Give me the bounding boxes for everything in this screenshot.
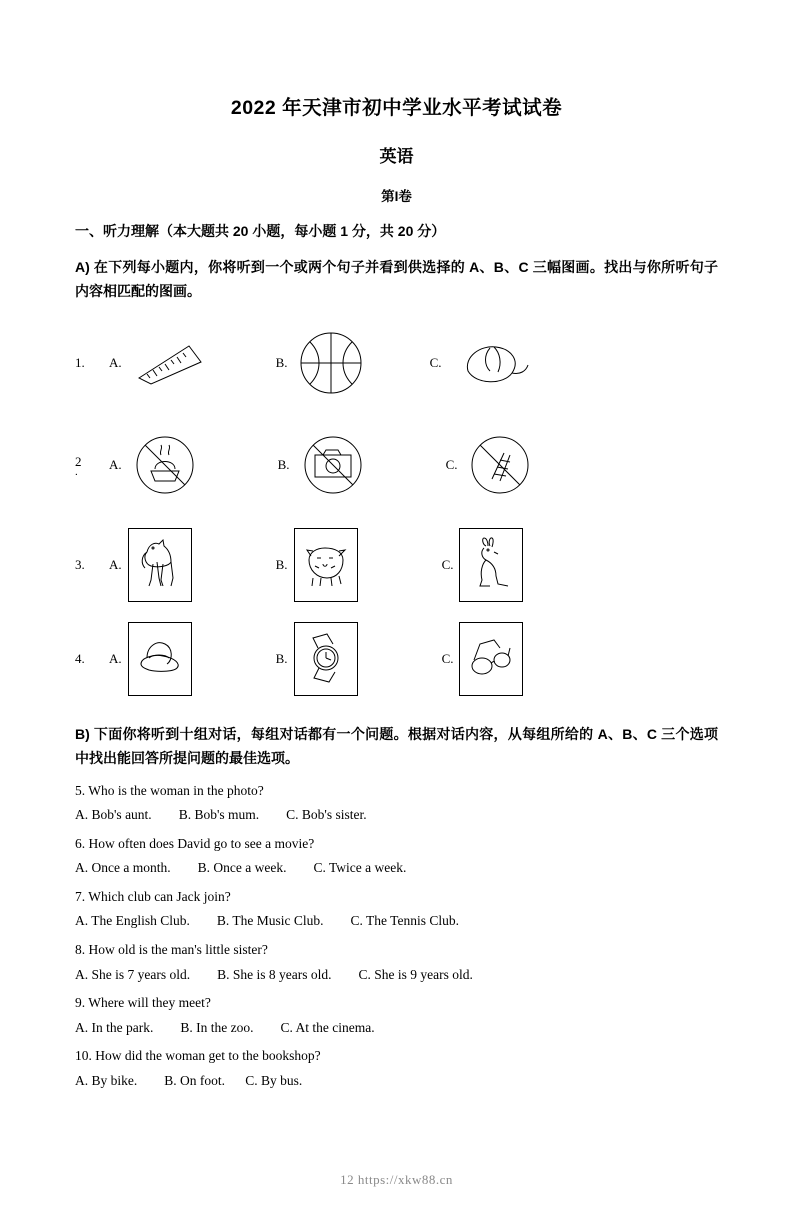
- dialogue-question-9: [75, 994, 718, 1036]
- gap: [225, 1073, 245, 1088]
- dialogue-question-7: [75, 888, 718, 930]
- glasses-icon: [459, 622, 523, 696]
- basketball-icon: [294, 326, 368, 400]
- option-letter: B.: [277, 456, 290, 472]
- option-a[interactable]: A. The English Club.: [75, 913, 190, 929]
- horse-icon: [128, 528, 192, 602]
- watch-icon: [294, 622, 358, 696]
- option-a[interactable]: A. Bob's aunt.: [75, 807, 152, 823]
- option-letter: C.: [445, 456, 458, 472]
- option-b[interactable]: [276, 326, 368, 400]
- option-c[interactable]: C. Twice a week.: [313, 860, 407, 876]
- option-c[interactable]: C. By bus.: [245, 1072, 303, 1088]
- question-text: 9. Where will they meet?: [75, 995, 211, 1011]
- tiger-icon: [294, 528, 358, 602]
- gap: [190, 967, 217, 982]
- gap: [137, 1073, 164, 1088]
- computer-mouse-icon: [447, 334, 533, 392]
- option-c[interactable]: C. Bob's sister.: [286, 807, 367, 823]
- option-list[interactable]: [75, 966, 718, 984]
- option-b[interactable]: [276, 528, 358, 602]
- page-title: 2022 年天津市初中学业水平考试试卷: [230, 97, 563, 119]
- option-a[interactable]: [109, 428, 202, 502]
- part-b-instruction: B) 下面你将听到十组对话，每组对话都有一个问题。根据对话内容，从每组所给的 A、B、C 三个选项中找出能回答所提问题的最佳选项。: [75, 725, 718, 767]
- picture-question-3: [75, 528, 718, 602]
- option-a[interactable]: A. By bike.: [75, 1072, 138, 1088]
- section-heading-listening: 一、听力理解（本大题共 20 小题，每小题 1 分，共 20 分）: [75, 223, 446, 239]
- question-text: 6. How often does David go to see a movie?: [75, 835, 315, 851]
- question-number: 1.: [75, 354, 85, 370]
- part-a-instruction: A) 在下列每小题内，你将听到一个或两个句子并看到供选择的 A、B、C 三幅图画。找出与你所听句子内容相匹配的图画。: [75, 258, 718, 300]
- no-camera-icon: [296, 428, 370, 502]
- gap: [153, 1020, 180, 1035]
- paper-number: 第I卷: [381, 189, 412, 204]
- option-b[interactable]: B. In the zoo.: [180, 1019, 254, 1035]
- exam-paper-page: [0, 92, 793, 1214]
- option-b[interactable]: [276, 622, 358, 696]
- option-letter: C.: [441, 556, 454, 572]
- option-list[interactable]: [75, 1072, 718, 1090]
- option-c[interactable]: [442, 622, 524, 696]
- dialogue-question-6: [75, 835, 718, 877]
- gap: [152, 807, 179, 822]
- no-food-icon: [128, 428, 202, 502]
- question-text: 10. How did the woman get to the bookshop?: [75, 1048, 321, 1064]
- question-number: 3.: [75, 556, 85, 572]
- option-b[interactable]: B. On foot.: [164, 1072, 225, 1088]
- page-footer: 12 https://xkw88.cn: [340, 1172, 453, 1187]
- subject-title: 英语: [379, 147, 414, 166]
- option-letter: A.: [109, 650, 122, 666]
- hat-icon: [128, 622, 192, 696]
- option-a[interactable]: [109, 528, 192, 602]
- option-c[interactable]: C. She is 9 years old.: [358, 966, 473, 982]
- gap: [324, 913, 351, 928]
- dialogue-question-5: [75, 782, 718, 824]
- option-letter: C.: [429, 354, 442, 370]
- option-list[interactable]: [75, 859, 718, 877]
- option-a[interactable]: A. Once a month.: [75, 860, 171, 876]
- gap: [286, 860, 313, 875]
- option-list[interactable]: [75, 806, 718, 824]
- gap: [171, 860, 198, 875]
- option-letter: B.: [275, 354, 288, 370]
- option-c[interactable]: [446, 428, 538, 502]
- option-b[interactable]: B. Bob's mum.: [178, 807, 260, 823]
- option-c[interactable]: C. The Tennis Club.: [350, 913, 459, 929]
- question-number: 2 .: [75, 454, 109, 476]
- gap: [259, 807, 286, 822]
- kangaroo-icon: [459, 528, 523, 602]
- option-letter: B.: [275, 556, 288, 572]
- option-letter: A.: [109, 556, 122, 572]
- option-letter: B.: [275, 650, 288, 666]
- option-c[interactable]: [430, 334, 534, 392]
- option-list[interactable]: [75, 912, 718, 930]
- dialogue-question-8: [75, 941, 718, 983]
- gap: [190, 913, 217, 928]
- dialogue-question-10: [75, 1047, 718, 1089]
- option-a[interactable]: A. She is 7 years old.: [75, 966, 191, 982]
- option-letter: A.: [109, 354, 122, 370]
- option-c[interactable]: C. At the cinema.: [280, 1019, 375, 1035]
- option-b[interactable]: B. She is 8 years old.: [217, 966, 332, 982]
- question-number: 4.: [75, 650, 85, 666]
- question-text: 7. Which club can Jack join?: [75, 888, 231, 904]
- picture-question-2: [75, 428, 718, 502]
- option-a[interactable]: [109, 622, 192, 696]
- option-c[interactable]: [442, 528, 524, 602]
- gap: [253, 1020, 280, 1035]
- option-letter: A.: [109, 456, 122, 472]
- option-b[interactable]: B. Once a week.: [197, 860, 287, 876]
- option-a[interactable]: [109, 334, 214, 392]
- ruler-icon: [128, 334, 214, 392]
- gap: [332, 967, 359, 982]
- option-b[interactable]: B. The Music Club.: [216, 913, 324, 929]
- no-climbing-icon: [463, 428, 537, 502]
- question-text: 5. Who is the woman in the photo?: [75, 782, 264, 798]
- option-a[interactable]: A. In the park.: [75, 1019, 154, 1035]
- picture-question-1: [75, 326, 718, 400]
- picture-question-4: [75, 622, 718, 696]
- option-b[interactable]: [278, 428, 370, 502]
- question-text: 8. How old is the man's little sister?: [75, 941, 268, 957]
- option-list[interactable]: [75, 1019, 718, 1037]
- option-letter: C.: [441, 650, 454, 666]
- question-number-dot: .: [75, 466, 78, 479]
